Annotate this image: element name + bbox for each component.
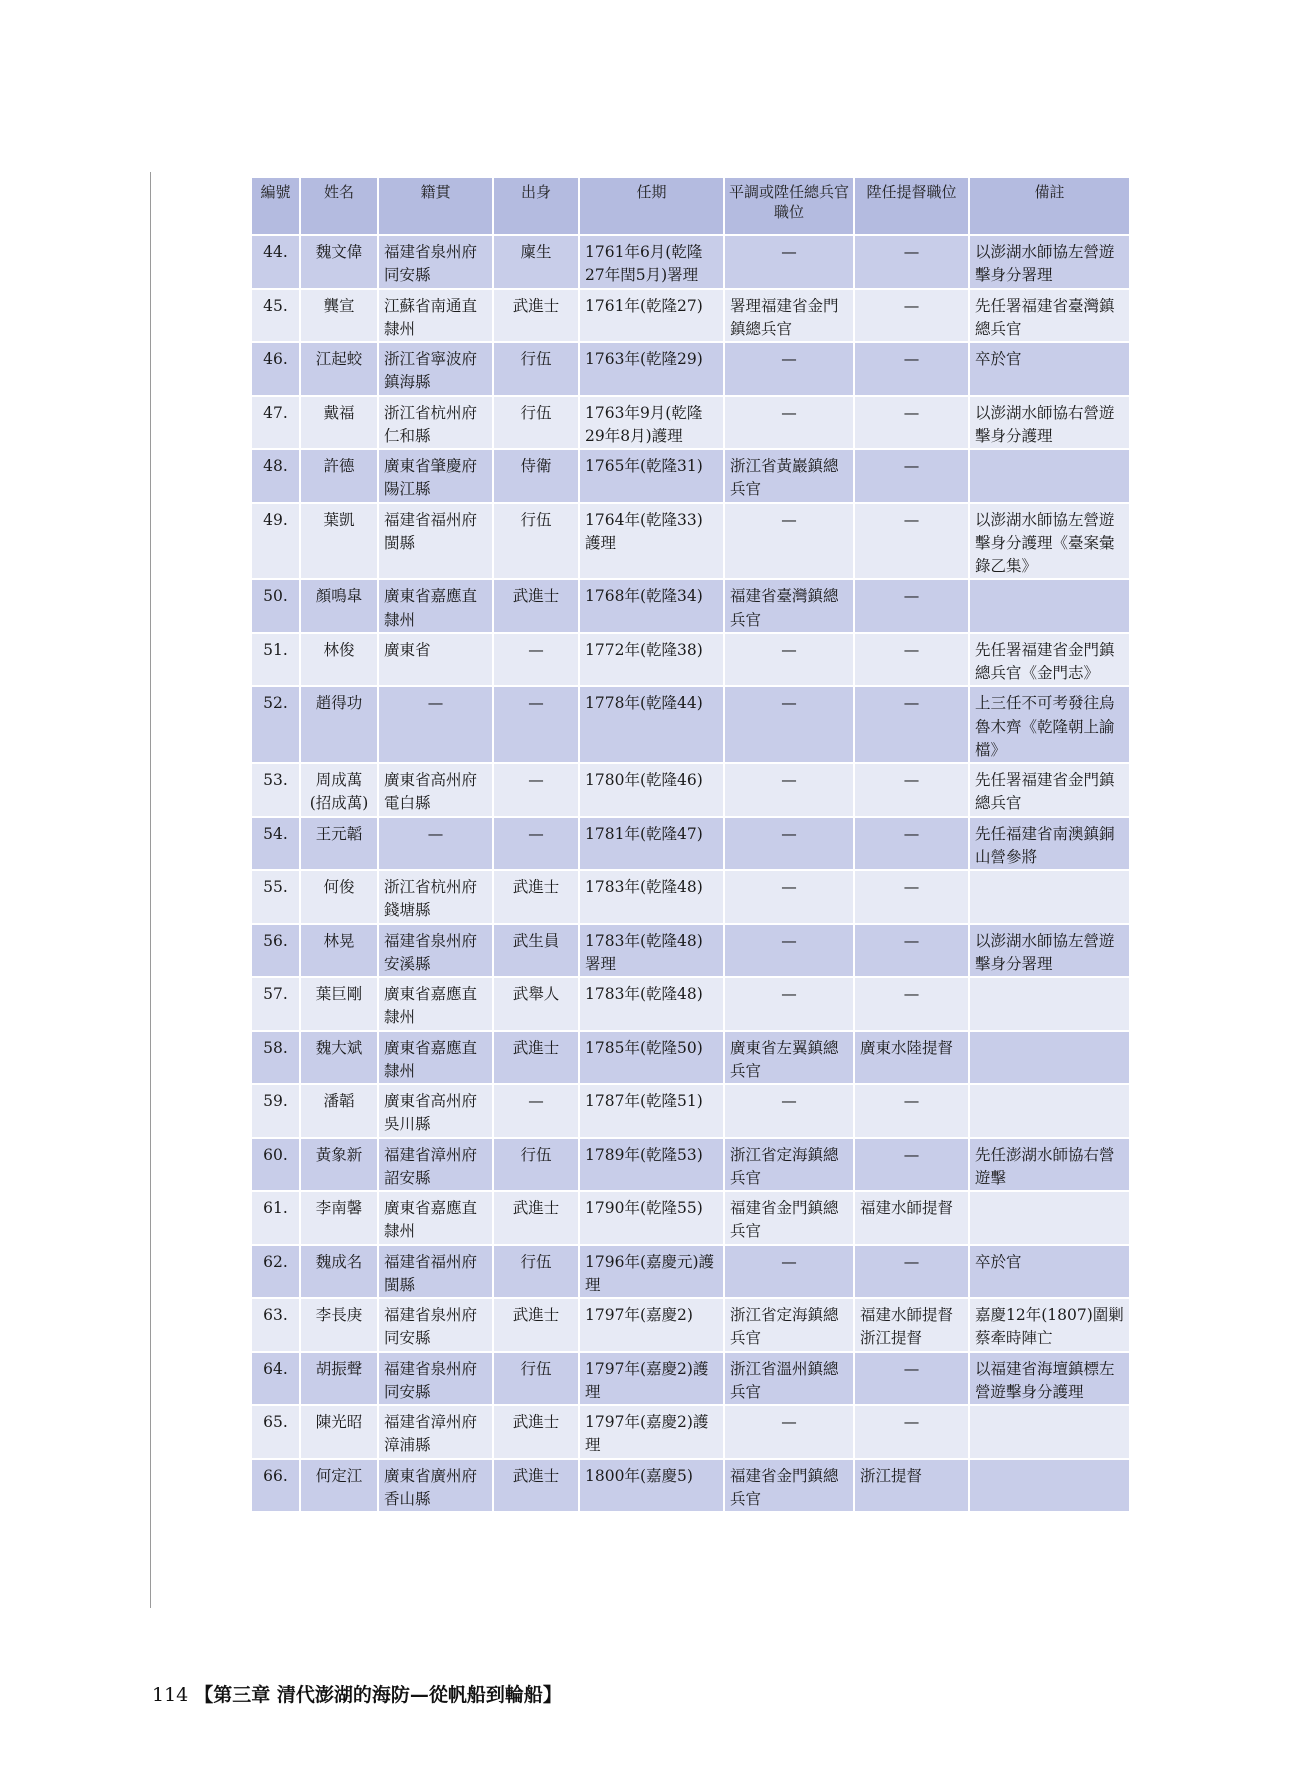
cell-promotion-post: 浙江提督 — [854, 1459, 969, 1513]
cell-tenure: 1783年(乾隆48) — [579, 977, 724, 1031]
cell-number: 61. — [252, 1191, 300, 1245]
cell-name: 葉巨剛 — [300, 977, 378, 1031]
cell-background: — — [493, 817, 579, 871]
cell-tenure: 1763年(乾隆29) — [579, 342, 724, 396]
cell-background: — — [493, 633, 579, 687]
table-row — [252, 977, 1130, 1031]
cell-transfer-post: — — [724, 686, 854, 763]
cell-remarks — [969, 870, 1130, 924]
chapter-title: 【第三章 清代澎湖的海防—從帆船到輪船】 — [194, 1684, 562, 1706]
table-row — [252, 924, 1130, 978]
cell-background: 武進士 — [493, 870, 579, 924]
cell-remarks: 先任署福建省臺灣鎮總兵官 — [969, 289, 1130, 343]
cell-name: 林晃 — [300, 924, 378, 978]
cell-transfer-post: — — [724, 817, 854, 871]
table-row — [252, 817, 1130, 871]
cell-remarks: 先任澎湖水師協右營遊擊 — [969, 1138, 1130, 1192]
cell-tenure: 1768年(乾隆34) — [579, 579, 724, 633]
table-row — [252, 235, 1130, 289]
cell-number: 66. — [252, 1459, 300, 1513]
table-row — [252, 503, 1130, 580]
cell-native-place: — — [378, 817, 493, 871]
cell-remarks — [969, 1084, 1130, 1138]
officials-table — [252, 178, 1131, 1513]
table-row — [252, 870, 1130, 924]
cell-promotion-post: — — [854, 924, 969, 978]
cell-promotion-post: — — [854, 1138, 969, 1192]
cell-native-place: 廣東省嘉應直隸州 — [378, 579, 493, 633]
cell-number: 60. — [252, 1138, 300, 1192]
cell-transfer-post: — — [724, 503, 854, 580]
cell-native-place: 浙江省杭州府錢塘縣 — [378, 870, 493, 924]
cell-number: 48. — [252, 449, 300, 503]
table-row — [252, 1352, 1130, 1406]
cell-name: 龔宣 — [300, 289, 378, 343]
cell-tenure: 1783年(乾隆48)署理 — [579, 924, 724, 978]
table-row — [252, 1405, 1130, 1459]
table-container — [252, 178, 1130, 1513]
cell-tenure: 1778年(乾隆44) — [579, 686, 724, 763]
table-row — [252, 1084, 1130, 1138]
cell-remarks: 上三任不可考發往烏魯木齊《乾隆朝上諭檔》 — [969, 686, 1130, 763]
table-row — [252, 396, 1130, 450]
table-body — [252, 235, 1130, 1512]
table-row — [252, 763, 1130, 817]
cell-number: 44. — [252, 235, 300, 289]
header-remarks: 備註 — [969, 178, 1130, 235]
cell-background: — — [493, 1084, 579, 1138]
cell-tenure: 1785年(乾隆50) — [579, 1031, 724, 1085]
cell-transfer-post: — — [724, 763, 854, 817]
cell-name: 江起蛟 — [300, 342, 378, 396]
cell-transfer-post: 浙江省黃巖鎮總兵官 — [724, 449, 854, 503]
cell-name: 許德 — [300, 449, 378, 503]
cell-tenure: 1797年(嘉慶2)護理 — [579, 1352, 724, 1406]
cell-background: 武進士 — [493, 1459, 579, 1513]
cell-background: 行伍 — [493, 396, 579, 450]
cell-transfer-post: 浙江省定海鎮總兵官 — [724, 1298, 854, 1352]
cell-name: 周成萬(招成萬) — [300, 763, 378, 817]
cell-background: 武生員 — [493, 924, 579, 978]
cell-remarks — [969, 449, 1130, 503]
cell-number: 65. — [252, 1405, 300, 1459]
page-number: 114 — [152, 1684, 189, 1706]
cell-transfer-post: — — [724, 1245, 854, 1299]
cell-background: 武進士 — [493, 579, 579, 633]
cell-number: 56. — [252, 924, 300, 978]
cell-number: 49. — [252, 503, 300, 580]
cell-name: 葉凱 — [300, 503, 378, 580]
cell-transfer-post: 福建省臺灣鎮總兵官 — [724, 579, 854, 633]
cell-transfer-post: — — [724, 977, 854, 1031]
cell-name: 魏大斌 — [300, 1031, 378, 1085]
cell-promotion-post: — — [854, 503, 969, 580]
cell-name: 顏鳴皐 — [300, 579, 378, 633]
cell-background: 行伍 — [493, 1352, 579, 1406]
table-row — [252, 1138, 1130, 1192]
header-name: 姓名 — [300, 178, 378, 235]
cell-tenure: 1765年(乾隆31) — [579, 449, 724, 503]
cell-number: 55. — [252, 870, 300, 924]
cell-name: 何定江 — [300, 1459, 378, 1513]
cell-remarks: 卒於官 — [969, 342, 1130, 396]
cell-background: — — [493, 686, 579, 763]
cell-native-place: 福建省泉州府同安縣 — [378, 235, 493, 289]
cell-tenure: 1772年(乾隆38) — [579, 633, 724, 687]
table-row — [252, 1031, 1130, 1085]
cell-tenure: 1763年9月(乾隆29年8月)護理 — [579, 396, 724, 450]
cell-background: 行伍 — [493, 1138, 579, 1192]
table-row — [252, 1245, 1130, 1299]
header-transfer-post: 平調或陞任總兵官職位 — [724, 178, 854, 235]
cell-promotion-post: — — [854, 763, 969, 817]
cell-native-place: 江蘇省南通直隸州 — [378, 289, 493, 343]
table-row — [252, 579, 1130, 633]
cell-tenure: 1790年(乾隆55) — [579, 1191, 724, 1245]
header-number: 編號 — [252, 178, 300, 235]
cell-native-place: 福建省福州府閩縣 — [378, 1245, 493, 1299]
cell-native-place: 福建省泉州府安溪縣 — [378, 924, 493, 978]
table-row — [252, 289, 1130, 343]
cell-tenure: 1800年(嘉慶5) — [579, 1459, 724, 1513]
table-row — [252, 633, 1130, 687]
cell-background: 武舉人 — [493, 977, 579, 1031]
cell-number: 58. — [252, 1031, 300, 1085]
header-native-place: 籍貫 — [378, 178, 493, 235]
cell-number: 46. — [252, 342, 300, 396]
cell-promotion-post: — — [854, 1084, 969, 1138]
cell-transfer-post: — — [724, 396, 854, 450]
cell-background: 侍衛 — [493, 449, 579, 503]
header-background: 出身 — [493, 178, 579, 235]
cell-promotion-post: — — [854, 449, 969, 503]
cell-remarks: 嘉慶12年(1807)圍剿蔡牽時陣亡 — [969, 1298, 1130, 1352]
cell-native-place: 福建省泉州府同安縣 — [378, 1298, 493, 1352]
cell-tenure: 1797年(嘉慶2) — [579, 1298, 724, 1352]
cell-native-place: 廣東省高州府電白縣 — [378, 763, 493, 817]
cell-promotion-post: — — [854, 1352, 969, 1406]
cell-transfer-post: — — [724, 633, 854, 687]
table-row — [252, 342, 1130, 396]
cell-number: 51. — [252, 633, 300, 687]
cell-name: 戴福 — [300, 396, 378, 450]
cell-number: 45. — [252, 289, 300, 343]
cell-native-place: 浙江省杭州府仁和縣 — [378, 396, 493, 450]
cell-promotion-post: — — [854, 342, 969, 396]
cell-number: 64. — [252, 1352, 300, 1406]
cell-native-place: 福建省漳州府漳浦縣 — [378, 1405, 493, 1459]
cell-name: 何俊 — [300, 870, 378, 924]
cell-native-place: 廣東省廣州府香山縣 — [378, 1459, 493, 1513]
cell-promotion-post: — — [854, 396, 969, 450]
cell-tenure: 1764年(乾隆33)護理 — [579, 503, 724, 580]
cell-remarks — [969, 1459, 1130, 1513]
cell-name: 王元韜 — [300, 817, 378, 871]
cell-transfer-post: — — [724, 870, 854, 924]
table-header-row — [252, 178, 1130, 235]
cell-background: 行伍 — [493, 342, 579, 396]
cell-tenure: 1761年(乾隆27) — [579, 289, 724, 343]
cell-native-place: 廣東省高州府吳川縣 — [378, 1084, 493, 1138]
cell-remarks — [969, 579, 1130, 633]
cell-tenure: 1787年(乾隆51) — [579, 1084, 724, 1138]
cell-background: 行伍 — [493, 503, 579, 580]
cell-name: 林俊 — [300, 633, 378, 687]
cell-tenure: 1761年6月(乾隆27年閏5月)署理 — [579, 235, 724, 289]
cell-promotion-post: 廣東水陸提督 — [854, 1031, 969, 1085]
cell-native-place: 廣東省嘉應直隸州 — [378, 1031, 493, 1085]
table-row — [252, 449, 1130, 503]
margin-rule — [150, 172, 151, 1608]
cell-number: 50. — [252, 579, 300, 633]
table-row — [252, 1298, 1130, 1352]
cell-promotion-post: — — [854, 235, 969, 289]
cell-remarks: 卒於官 — [969, 1245, 1130, 1299]
cell-transfer-post: — — [724, 924, 854, 978]
cell-transfer-post: 廣東省左翼鎮總兵官 — [724, 1031, 854, 1085]
cell-promotion-post: — — [854, 633, 969, 687]
cell-promotion-post: — — [854, 289, 969, 343]
cell-name: 魏文偉 — [300, 235, 378, 289]
cell-tenure: 1797年(嘉慶2)護理 — [579, 1405, 724, 1459]
header-tenure: 任期 — [579, 178, 724, 235]
cell-name: 李南馨 — [300, 1191, 378, 1245]
cell-promotion-post: — — [854, 686, 969, 763]
cell-promotion-post: — — [854, 817, 969, 871]
cell-native-place: 福建省漳州府詔安縣 — [378, 1138, 493, 1192]
cell-background: 武進士 — [493, 1298, 579, 1352]
cell-background: 武進士 — [493, 289, 579, 343]
cell-promotion-post: — — [854, 870, 969, 924]
cell-promotion-post: 福建水師提督 — [854, 1191, 969, 1245]
cell-tenure: 1796年(嘉慶元)護理 — [579, 1245, 724, 1299]
cell-name: 趙得功 — [300, 686, 378, 763]
table-row — [252, 686, 1130, 763]
cell-promotion-post: — — [854, 977, 969, 1031]
cell-transfer-post: 浙江省定海鎮總兵官 — [724, 1138, 854, 1192]
cell-name: 李長庚 — [300, 1298, 378, 1352]
cell-native-place: 廣東省嘉應直隸州 — [378, 1191, 493, 1245]
cell-transfer-post: 浙江省溫州鎮總兵官 — [724, 1352, 854, 1406]
cell-background: — — [493, 763, 579, 817]
cell-background: 武進士 — [493, 1405, 579, 1459]
cell-tenure: 1781年(乾隆47) — [579, 817, 724, 871]
cell-name: 黃象新 — [300, 1138, 378, 1192]
cell-remarks: 以澎湖水師協左營遊擊身分署理 — [969, 235, 1130, 289]
cell-remarks — [969, 1031, 1130, 1085]
cell-transfer-post: — — [724, 342, 854, 396]
cell-remarks: 以澎湖水師協左營遊擊身分署理 — [969, 924, 1130, 978]
cell-remarks: 以福建省海壇鎮標左營遊擊身分護理 — [969, 1352, 1130, 1406]
table-row — [252, 1459, 1130, 1513]
cell-transfer-post: — — [724, 1405, 854, 1459]
cell-background: 武進士 — [493, 1191, 579, 1245]
cell-promotion-post: — — [854, 1245, 969, 1299]
cell-native-place: 廣東省 — [378, 633, 493, 687]
cell-transfer-post: — — [724, 235, 854, 289]
cell-transfer-post: 署理福建省金門鎮總兵官 — [724, 289, 854, 343]
cell-promotion-post: 福建水師提督浙江提督 — [854, 1298, 969, 1352]
cell-remarks: 先任署福建省金門鎮總兵官《金門志》 — [969, 633, 1130, 687]
cell-native-place: 福建省泉州府同安縣 — [378, 1352, 493, 1406]
cell-number: 53. — [252, 763, 300, 817]
cell-name: 胡振聲 — [300, 1352, 378, 1406]
cell-background: 廩生 — [493, 235, 579, 289]
cell-name: 魏成名 — [300, 1245, 378, 1299]
cell-number: 52. — [252, 686, 300, 763]
cell-tenure: 1783年(乾隆48) — [579, 870, 724, 924]
cell-remarks: 以澎湖水師協左營遊擊身分護理《臺案彙錄乙集》 — [969, 503, 1130, 580]
cell-native-place: 浙江省寧波府鎮海縣 — [378, 342, 493, 396]
cell-remarks: 以澎湖水師協右營遊擊身分護理 — [969, 396, 1130, 450]
cell-number: 54. — [252, 817, 300, 871]
cell-tenure: 1789年(乾隆53) — [579, 1138, 724, 1192]
page-footer — [152, 1680, 562, 1707]
cell-native-place: — — [378, 686, 493, 763]
cell-native-place: 廣東省嘉應直隸州 — [378, 977, 493, 1031]
cell-transfer-post: — — [724, 1084, 854, 1138]
table-row — [252, 1191, 1130, 1245]
cell-number: 57. — [252, 977, 300, 1031]
cell-tenure: 1780年(乾隆46) — [579, 763, 724, 817]
cell-promotion-post: — — [854, 579, 969, 633]
cell-promotion-post: — — [854, 1405, 969, 1459]
cell-background: 行伍 — [493, 1245, 579, 1299]
cell-remarks — [969, 1191, 1130, 1245]
cell-native-place: 福建省福州府閩縣 — [378, 503, 493, 580]
cell-number: 59. — [252, 1084, 300, 1138]
cell-native-place: 廣東省肇慶府陽江縣 — [378, 449, 493, 503]
header-promotion-post: 陞任提督職位 — [854, 178, 969, 235]
cell-name: 陳光昭 — [300, 1405, 378, 1459]
cell-remarks: 先任署福建省金門鎮總兵官 — [969, 763, 1130, 817]
cell-number: 63. — [252, 1298, 300, 1352]
cell-number: 47. — [252, 396, 300, 450]
cell-number: 62. — [252, 1245, 300, 1299]
cell-transfer-post: 福建省金門鎮總兵官 — [724, 1459, 854, 1513]
cell-remarks — [969, 977, 1130, 1031]
cell-remarks: 先任福建省南澳鎮銅山營參將 — [969, 817, 1130, 871]
cell-name: 潘韜 — [300, 1084, 378, 1138]
cell-transfer-post: 福建省金門鎮總兵官 — [724, 1191, 854, 1245]
cell-remarks — [969, 1405, 1130, 1459]
cell-background: 武進士 — [493, 1031, 579, 1085]
